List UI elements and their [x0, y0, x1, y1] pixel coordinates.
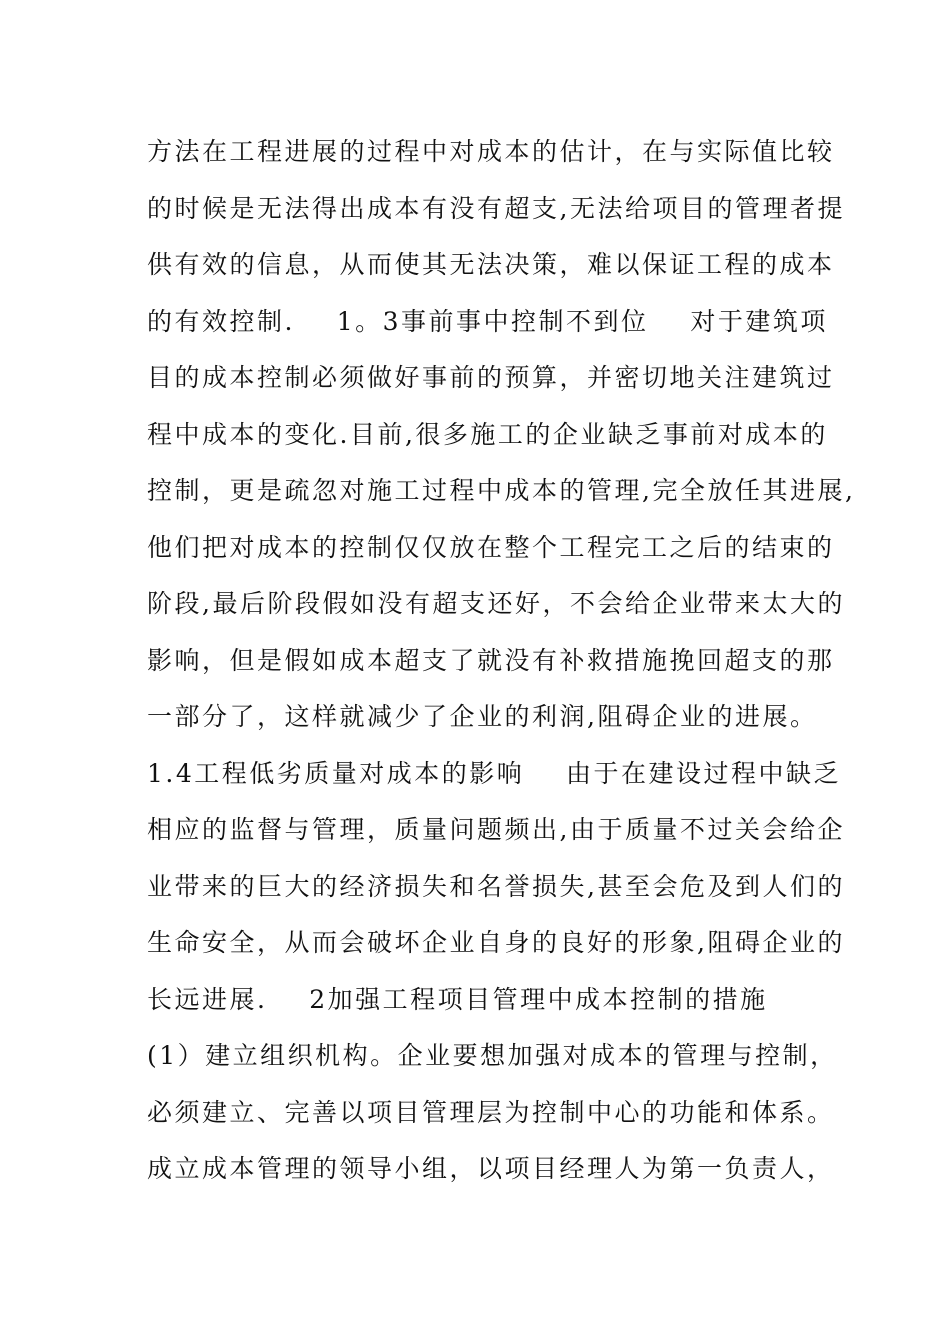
text-line: 业带来的巨大的经济损失和名誉损失,甚至会危及到人们的 — [147, 871, 845, 901]
text-line: 程中成本的变化.目前,很多施工的企业缺乏事前对成本的 — [147, 419, 828, 449]
text-line: 方法在工程进展的过程中对成本的估计，在与实际值比较 — [147, 137, 835, 166]
text-line: (1）建立组织机构。企业要想加强对成本的管理与控制， — [147, 1041, 838, 1070]
text-line: 相应的监督与管理，质量问题频出,由于质量不过关会给企 — [147, 815, 845, 844]
text-line: 的有效控制. 1。3事前事中控制不到位 对于建筑项 — [147, 306, 828, 336]
text-line: 影响，但是假如成本超支了就没有补救措施挽回超支的那 — [147, 645, 835, 675]
text-line: 一部分了，这样就减少了企业的利润,阻碍企业的进展。 — [147, 702, 818, 731]
text-line: 阶段,最后阶段假如没有超支还好，不会给企业带来太大的 — [147, 589, 845, 618]
text-line: 生命安全，从而会破坏企业自身的良好的形象,阻碍企业的 — [147, 928, 845, 957]
text-line: 供有效的信息，从而使其无法决策，难以保证工程的成本 — [147, 250, 835, 279]
text-line: 1.4工程低劣质量对成本的影响 由于在建设过程中缺乏 — [147, 758, 842, 788]
text-line: 成立成本管理的领导小组，以项目经理人为第一负责人， — [147, 1154, 835, 1183]
text-line: 目的成本控制必须做好事前的预算，并密切地关注建筑过 — [147, 363, 835, 392]
body-text — [147, 128, 856, 1202]
text-line: 他们把对成本的控制仅仅放在整个工程完工之后的结束的 — [147, 532, 835, 562]
text-line: 控制，更是疏忽对施工过程中成本的管理,完全放任其进展, — [147, 476, 856, 505]
text-line: 长远进展. 2加强工程项目管理中成本控制的措施 — [147, 984, 768, 1014]
text-line: 必须建立、完善以项目管理层为控制中心的功能和体系。 — [147, 1097, 835, 1127]
text-line: 的时候是无法得出成本有没有超支,无法给项目的管理者提 — [147, 193, 845, 223]
